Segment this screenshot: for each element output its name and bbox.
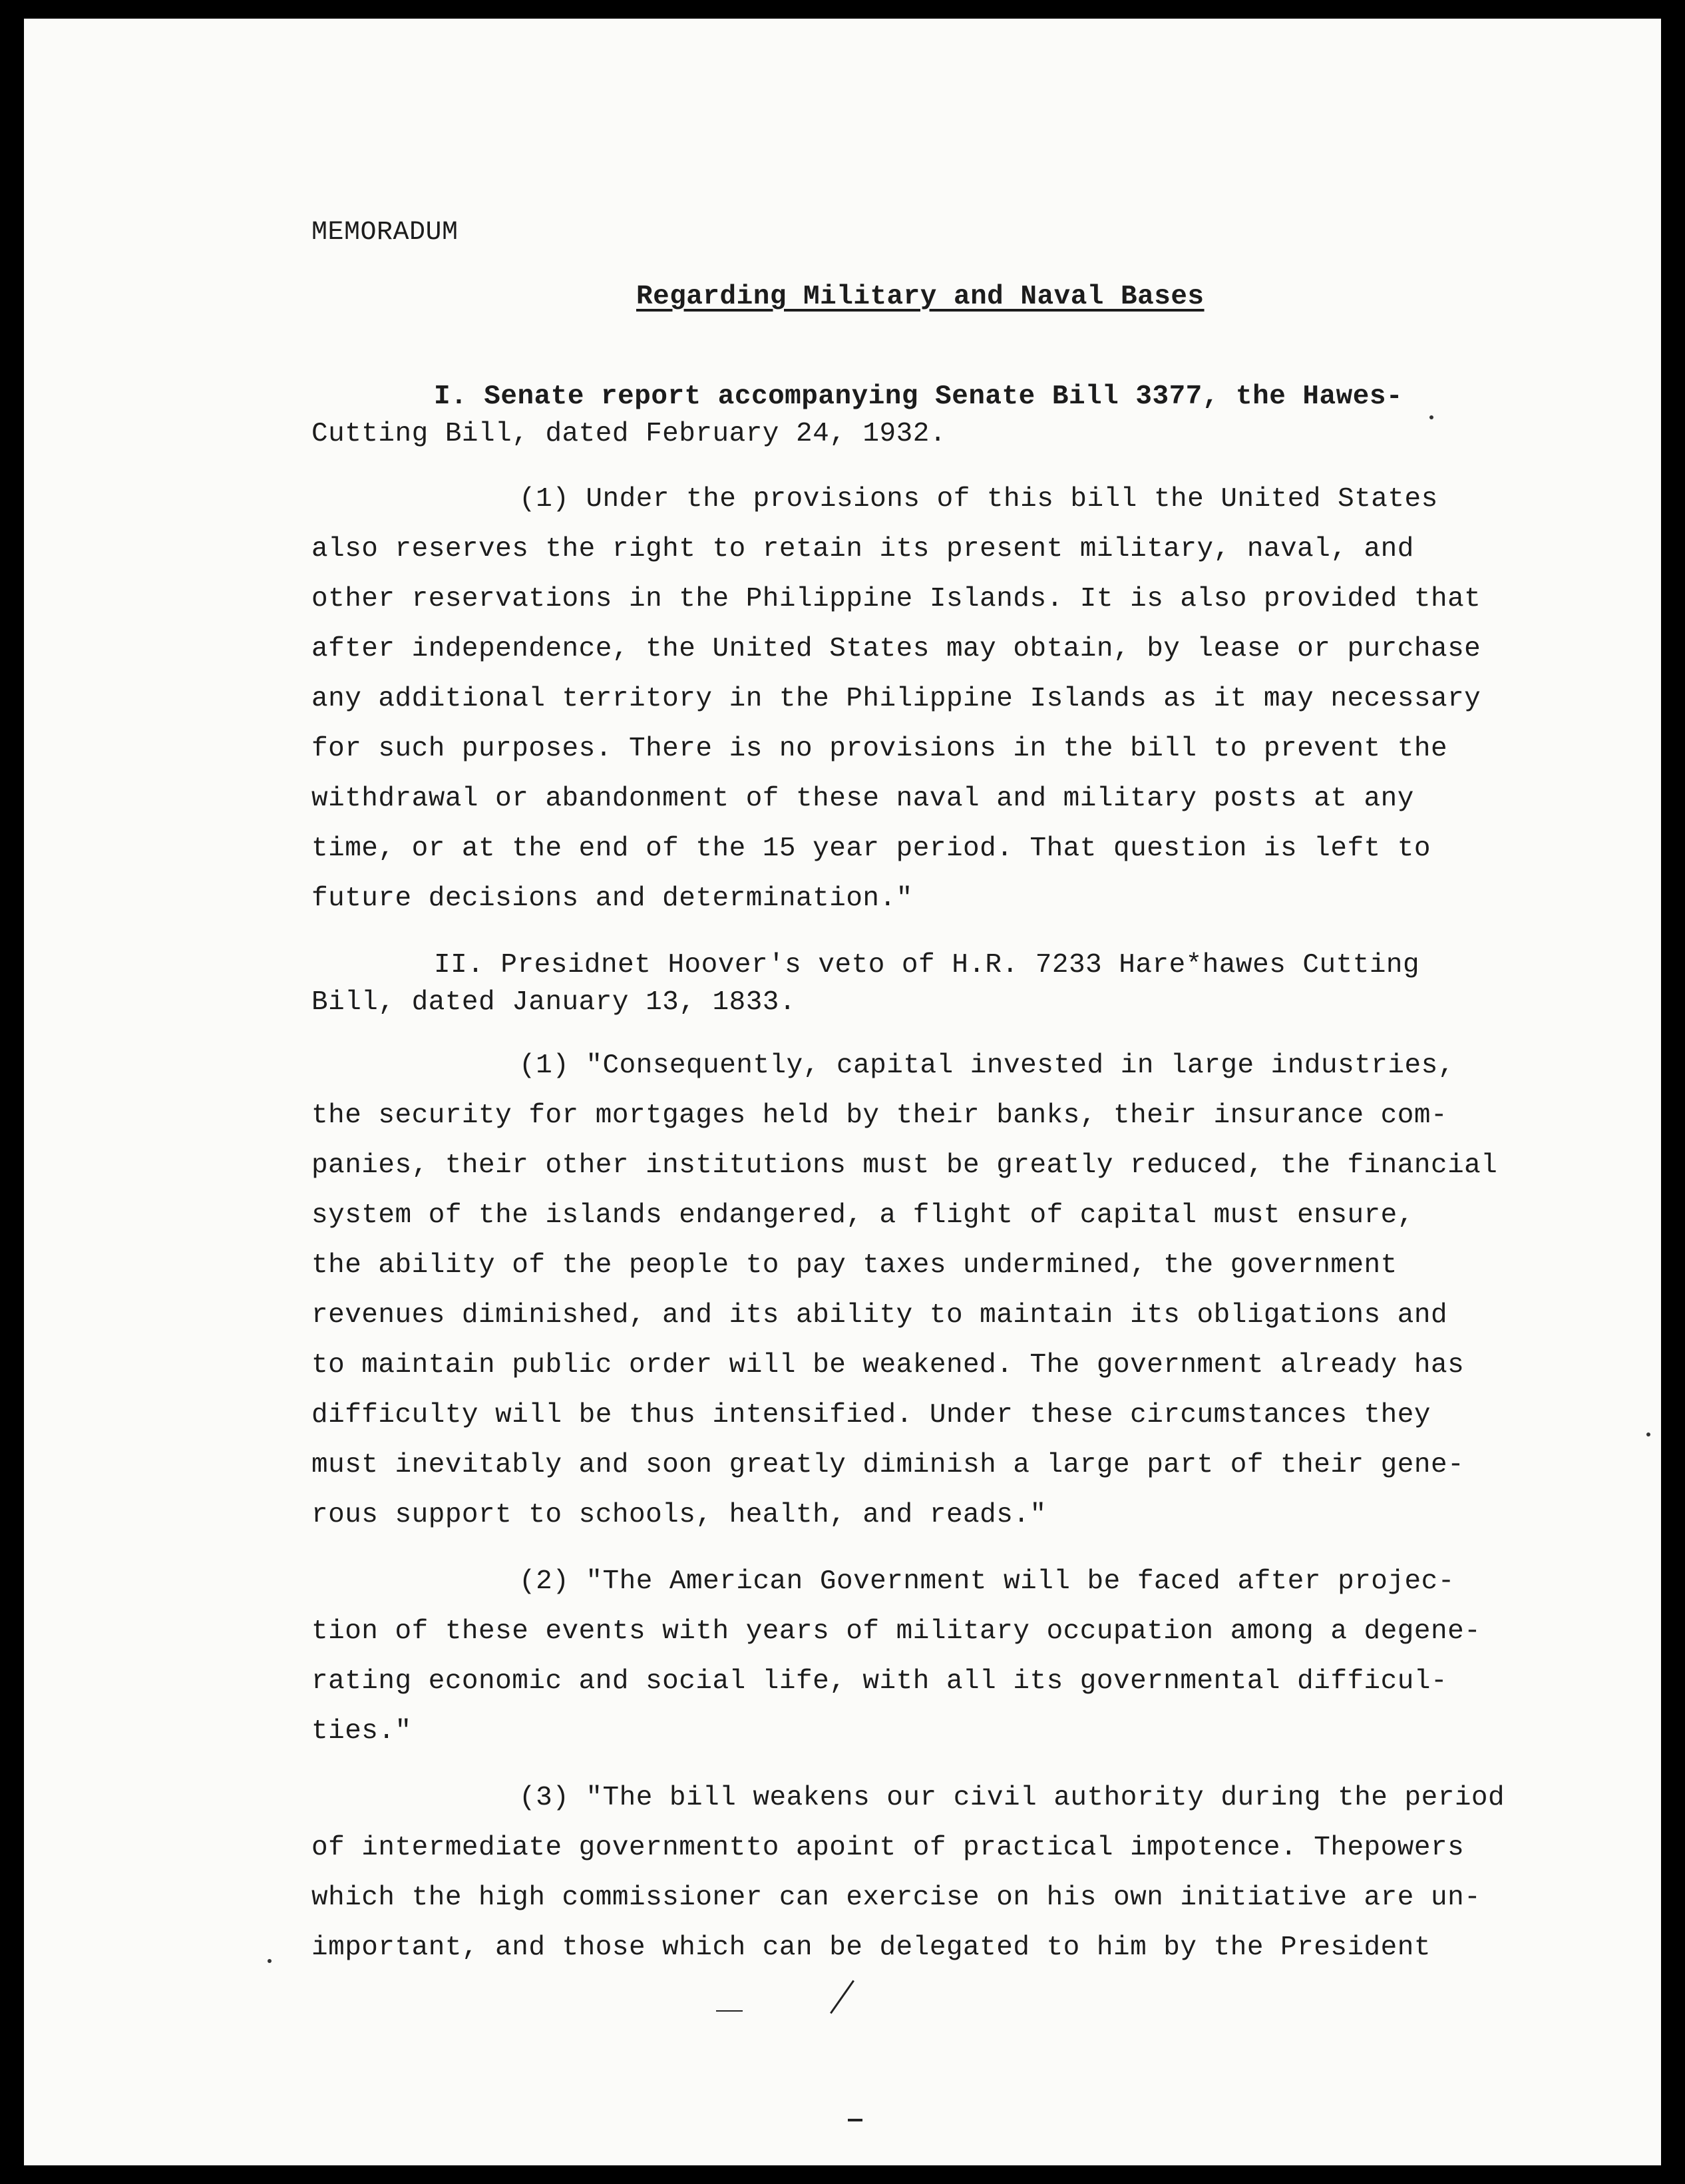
paragraph-line: must inevitably and soon greatly diminish a large part of their gene- bbox=[311, 1450, 1465, 1480]
paragraph-line: the ability of the people to pay taxes undermined, the government bbox=[311, 1250, 1398, 1281]
paragraph-line: time, or at the end of the 15 year period. That question is left to bbox=[311, 833, 1431, 864]
paragraph-line: to maintain public order will be weakened. The government already has bbox=[311, 1350, 1465, 1381]
paragraph-line: also reserves the right to retain its present military, naval, and bbox=[311, 534, 1414, 564]
section-heading-line: Bill, dated January 13, 1833. bbox=[311, 987, 797, 1018]
paragraph-line: difficulty will be thus intensified. Under these circumstances they bbox=[311, 1400, 1431, 1430]
section-heading-line: Cutting Bill, dated February 24, 1932. bbox=[311, 419, 946, 449]
paragraph-line: (1) Under the provisions of this bill the United States bbox=[519, 484, 1438, 515]
paragraph-line: (2) "The American Government will be faced after projec- bbox=[519, 1566, 1455, 1597]
pen-stroke bbox=[830, 1980, 854, 2014]
section-heading-line: I. Senate report accompanying Senate Bill 3377, the Hawes- bbox=[434, 381, 1404, 412]
paragraph-line: (1) "Consequently, capital invested in large industries, bbox=[519, 1050, 1455, 1081]
stray-mark bbox=[848, 2119, 862, 2121]
paragraph-line: ties." bbox=[311, 1716, 412, 1747]
paragraph-line: the security for mortgages held by their banks, their insurance com- bbox=[311, 1100, 1448, 1131]
paragraph-line: after independence, the United States may obtain, by lease or purchase bbox=[311, 634, 1481, 664]
paragraph-line: of intermediate governmentto apoint of practical impotence. Thepowers bbox=[311, 1833, 1465, 1863]
paragraph-line: revenues diminished, and its ability to maintain its obligations and bbox=[311, 1300, 1448, 1331]
paragraph-line: rating economic and social life, with all its governmental difficul- bbox=[311, 1666, 1448, 1697]
paragraph-line: important, and those which can be delegated to him by the President bbox=[311, 1932, 1431, 1963]
paragraph-line: withdrawal or abandonment of these naval and military posts at any bbox=[311, 783, 1414, 814]
stray-speck bbox=[1429, 415, 1433, 419]
paragraph-line: (3) "The bill weakens our civil authority during the period bbox=[519, 1783, 1505, 1813]
memo-subject: Regarding Military and Naval Bases bbox=[636, 282, 1205, 312]
paragraph-line: for such purposes. There is no provisions in the bill to prevent the bbox=[311, 734, 1448, 764]
paragraph-line: rous support to schools, health, and reads." bbox=[311, 1500, 1047, 1530]
memo-page bbox=[24, 19, 1661, 2165]
memo-label: MEMORADUM bbox=[311, 218, 459, 248]
paragraph-line: which the high commissioner can exercise on his own initiative are un- bbox=[311, 1882, 1481, 1913]
paragraph-line: system of the islands endangered, a flight of capital must ensure, bbox=[311, 1200, 1414, 1231]
paragraph-line: other reservations in the Philippine Islands. It is also provided that bbox=[311, 584, 1481, 614]
paragraph-line: any additional territory in the Philippine Islands as it may necessary bbox=[311, 684, 1481, 714]
pen-stroke bbox=[716, 2010, 743, 2012]
paragraph-line: tion of these events with years of military occupation among a degene- bbox=[311, 1616, 1481, 1647]
paragraph-line: panies, their other institutions must be greatly reduced, the financial bbox=[311, 1150, 1498, 1181]
stray-speck bbox=[1646, 1432, 1650, 1436]
paragraph-line: future decisions and determination." bbox=[311, 883, 913, 914]
section-heading-line: II. Presidnet Hoover's veto of H.R. 7233 Hare*hawes Cutting bbox=[434, 950, 1420, 981]
stray-speck bbox=[268, 1959, 272, 1963]
